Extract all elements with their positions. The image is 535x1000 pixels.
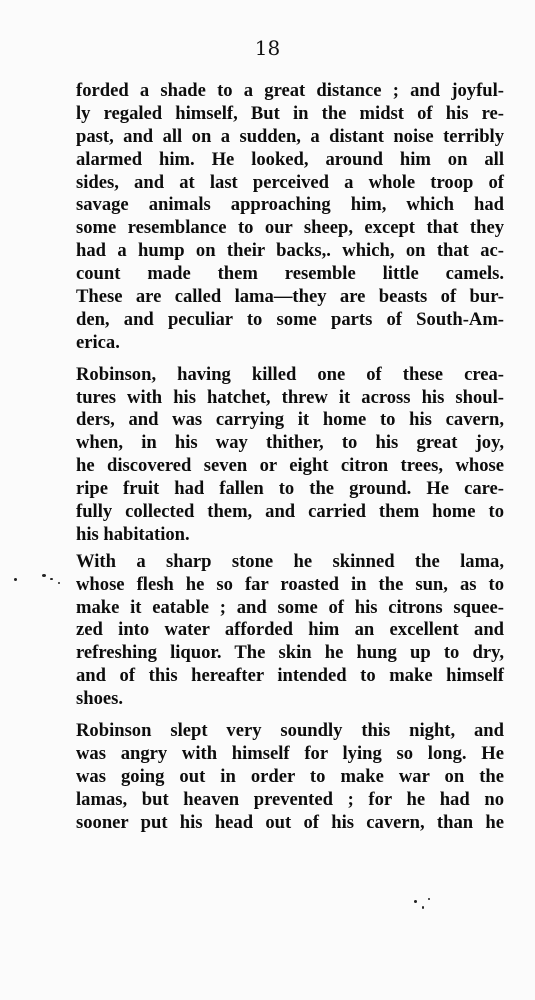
text-line: ders, and was carrying it home to his cavern, [76, 409, 504, 431]
body-text [76, 80, 504, 835]
text-line: sooner put his head out of his cavern, than he [76, 811, 504, 833]
text-line: some resemblance to our sheep, except that they [76, 217, 504, 239]
text-line: shoes. [76, 688, 124, 710]
text-line: was going out in order to make war on the [76, 765, 504, 787]
text-line: was angry with himself for lying so long. He [76, 742, 504, 764]
paragraph [76, 720, 504, 834]
text-line: whose flesh he so far roasted in the sun, as to [76, 573, 504, 595]
text-line: past, and all on a sudden, a distant noise terribly [76, 125, 504, 147]
text-line: when, in his way thither, to his great joy, [76, 432, 504, 454]
text-line: tures with his hatchet, threw it across his shoul- [76, 386, 504, 408]
text-line: These are called lama—they are beasts of bur- [76, 286, 504, 308]
text-line: make it eatable ; and some of his citrons squee- [76, 596, 504, 618]
scan-speck [58, 582, 60, 584]
text-line: savage animals approaching him, which had [76, 194, 504, 216]
text-line: zed into water afforded him an excellent and [76, 619, 504, 641]
text-line: alarmed him. He looked, around him on all [76, 148, 504, 170]
text-line: he discovered seven or eight citron trees, whose [76, 455, 504, 477]
text-line: count made them resemble little camels. [76, 263, 504, 285]
text-line: had a hump on their backs,. which, on that ac- [76, 240, 504, 262]
paragraph [76, 364, 504, 547]
text-line: fully collected them, and carried them home to [76, 501, 504, 523]
text-line: refreshing liquor. The skin he hung up to dry, [76, 642, 504, 664]
text-line: ly regaled himself, But in the midst of his re- [76, 102, 504, 124]
scan-speck [14, 578, 17, 581]
text-line: Robinson slept very soundly this night, and [76, 720, 504, 742]
page-number: 18 [254, 36, 281, 60]
scan-speck [50, 578, 53, 580]
paragraph [76, 551, 504, 711]
text-line: den, and peculiar to some parts of South-Am- [76, 308, 504, 330]
text-line: ripe fruit had fallen to the ground. He care- [76, 478, 504, 500]
scan-speck [422, 906, 424, 909]
text-line: forded a shade to a great distance ; and joyful- [76, 80, 504, 101]
scan-speck [42, 574, 46, 577]
text-line: erica. [76, 331, 120, 353]
scan-speck [414, 900, 417, 903]
text-line: and of this hereafter intended to make himself [76, 665, 504, 687]
text-line: Robinson, having killed one of these crea- [76, 363, 504, 385]
scan-speck [428, 898, 430, 900]
paragraph [76, 80, 504, 355]
text-line: his habitation. [76, 523, 190, 545]
text-line: sides, and at last perceived a whole troop of [76, 171, 504, 193]
text-line: lamas, but heaven prevented ; for he had no [76, 788, 504, 810]
text-line: With a sharp stone he skinned the lama, [76, 550, 504, 572]
